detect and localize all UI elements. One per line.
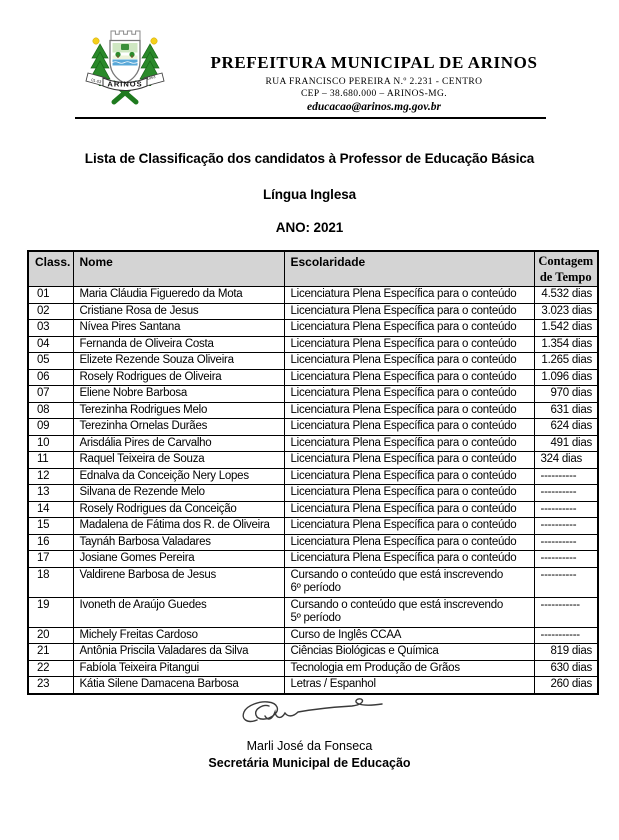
cell-escolaridade: Licenciatura Plena Específica para o conteúdo: [284, 336, 534, 353]
cell-class: 06: [28, 369, 73, 386]
letterhead-divider: [75, 117, 546, 119]
cell-contagem: 4.532 dias: [534, 287, 598, 304]
cell-escolaridade: Licenciatura Plena Específica para o conteúdo: [284, 551, 534, 568]
cell-contagem: ----------: [534, 468, 598, 485]
cell-nome: Rosely Rodrigues da Conceição: [73, 501, 284, 518]
cell-contagem: 624 dias: [534, 419, 598, 436]
cell-escolaridade: Licenciatura Plena Específica para o conteúdo: [284, 303, 534, 320]
cell-contagem: 1.542 dias: [534, 320, 598, 337]
cell-nome: Elizete Rezende Souza Oliveira: [73, 353, 284, 370]
table-row: [28, 336, 598, 353]
cell-nome: Arisdália Pires de Carvalho: [73, 435, 284, 452]
table-row: [28, 677, 598, 694]
table-row: [28, 287, 598, 304]
table-header-row: [28, 251, 598, 287]
cell-nome: Madalena de Fátima dos R. de Oliveira: [73, 518, 284, 535]
table-row: [28, 534, 598, 551]
cell-contagem: 970 dias: [534, 386, 598, 403]
cell-class: 07: [28, 386, 73, 403]
table-row: [28, 452, 598, 469]
cell-nome: Josiane Gomes Pereira: [73, 551, 284, 568]
cell-escolaridade: Licenciatura Plena Específica para o conteúdo: [284, 435, 534, 452]
table-row: [28, 386, 598, 403]
document-title: Lista de Classificação dos candidatos à Professor de Educação Básica: [84, 151, 535, 166]
table-row: [28, 369, 598, 386]
cell-class: 21: [28, 644, 73, 661]
cell-escolaridade: Letras / Espanhol: [284, 677, 534, 694]
cell-contagem: 3.023 dias: [534, 303, 598, 320]
table-row: [28, 518, 598, 535]
cell-contagem: 491 dias: [534, 435, 598, 452]
cell-nome: Cristiane Rosa de Jesus: [73, 303, 284, 320]
col-header-class: Class.: [28, 251, 73, 287]
cell-class: 14: [28, 501, 73, 518]
cell-escolaridade: Licenciatura Plena Específica para o conteúdo: [284, 534, 534, 551]
cell-nome: Ednalva da Conceição Nery Lopes: [73, 468, 284, 485]
address-line1: RUA FRANCISCO PEREIRA N.º 2.231 - CENTRO: [265, 77, 483, 87]
table-row: [28, 644, 598, 661]
svg-text:01-03: 01-03: [90, 77, 102, 85]
address-line2: CEP – 38.680.000 – ARINOS-MG.: [300, 89, 448, 99]
cell-nome: Taynáh Barbosa Valadares: [73, 534, 284, 551]
cell-nome: Kátia Silene Damacena Barbosa: [73, 677, 284, 694]
cell-escolaridade: Licenciatura Plena Específica para o conteúdo: [284, 468, 534, 485]
cell-escolaridade: Licenciatura Plena Específica para o conteúdo: [284, 402, 534, 419]
cell-class: 19: [28, 597, 73, 627]
table-row: [28, 551, 598, 568]
table-row: [28, 597, 598, 627]
table-row: [28, 435, 598, 452]
table-row: [28, 353, 598, 370]
cell-class: 17: [28, 551, 73, 568]
cell-class: 05: [28, 353, 73, 370]
cell-class: 09: [28, 419, 73, 436]
email-address: educacao@arinos.mg.gov.br: [306, 101, 442, 113]
cell-contagem: 819 dias: [534, 644, 598, 661]
cell-class: 16: [28, 534, 73, 551]
cell-contagem: ----------: [534, 551, 598, 568]
arinos-coat-of-arms-icon: [83, 26, 167, 112]
cell-contagem: 630 dias: [534, 660, 598, 677]
cell-class: 04: [28, 336, 73, 353]
cell-nome: Rosely Rodrigues de Oliveira: [73, 369, 284, 386]
cell-contagem: 324 dias: [534, 452, 598, 469]
cell-class: 10: [28, 435, 73, 452]
cell-nome: Antônia Priscila Valadares da Silva: [73, 644, 284, 661]
table-row: [28, 567, 598, 597]
cell-nome: Raquel Teixeira de Souza: [73, 452, 284, 469]
cell-contagem: ----------: [534, 534, 598, 551]
cell-nome: Fernanda de Oliveira Costa: [73, 336, 284, 353]
cell-contagem: 1.096 dias: [534, 369, 598, 386]
cell-nome: Michely Freitas Cardoso: [73, 627, 284, 644]
cell-contagem: ----------: [534, 501, 598, 518]
col-header-escolaridade: Escolaridade: [284, 251, 534, 287]
cell-class: 02: [28, 303, 73, 320]
cell-escolaridade: Licenciatura Plena Específica para o conteúdo: [284, 353, 534, 370]
table-row: [28, 468, 598, 485]
cell-escolaridade: Cursando o conteúdo que está inscrevendo 5º período: [284, 597, 534, 627]
cell-nome: Terezinha Ornelas Durães: [73, 419, 284, 436]
table-row: [28, 501, 598, 518]
cell-class: 15: [28, 518, 73, 535]
cell-nome: Fabíola Teixeira Pitangui: [73, 660, 284, 677]
cell-class: 20: [28, 627, 73, 644]
cell-contagem: 631 dias: [534, 402, 598, 419]
cell-class: 01: [28, 287, 73, 304]
cell-contagem: ----------: [534, 485, 598, 502]
subject-subtitle: Língua Inglesa: [262, 187, 357, 202]
cell-escolaridade: Licenciatura Plena Específica para o conteúdo: [284, 485, 534, 502]
svg-text:ARINOS: ARINOS: [107, 79, 143, 89]
cell-escolaridade: Licenciatura Plena Específica para o conteúdo: [284, 518, 534, 535]
mural-crown-icon: [111, 31, 140, 41]
cell-escolaridade: Licenciatura Plena Específica para o conteúdo: [284, 452, 534, 469]
cell-class: 12: [28, 468, 73, 485]
cell-escolaridade: Licenciatura Plena Específica para o conteúdo: [284, 287, 534, 304]
cell-class: 23: [28, 677, 73, 694]
col-header-contagem: Contagem de Tempo: [534, 251, 598, 287]
cell-nome: Terezinha Rodrigues Melo: [73, 402, 284, 419]
cell-class: 13: [28, 485, 73, 502]
cell-class: 11: [28, 452, 73, 469]
classification-table: [27, 250, 599, 695]
cell-nome: Eliene Nobre Barbosa: [73, 386, 284, 403]
cell-contagem: ----------: [534, 567, 598, 597]
cell-contagem: -----------: [534, 597, 598, 627]
letterhead: [176, 53, 572, 113]
cell-escolaridade: Licenciatura Plena Específica para o conteúdo: [284, 386, 534, 403]
signature-image: [235, 694, 385, 739]
year-subtitle: ANO: 2021: [275, 220, 344, 235]
table-row: [28, 320, 598, 337]
cell-escolaridade: Licenciatura Plena Específica para o conteúdo: [284, 419, 534, 436]
cell-escolaridade: Ciências Biológicas e Química: [284, 644, 534, 661]
cell-class: 08: [28, 402, 73, 419]
table-row: [28, 402, 598, 419]
cell-nome: Nívea Pires Santana: [73, 320, 284, 337]
cell-escolaridade: Licenciatura Plena Específica para o conteúdo: [284, 320, 534, 337]
cell-nome: Silvana de Rezende Melo: [73, 485, 284, 502]
svg-text:1963: 1963: [146, 73, 156, 81]
cell-escolaridade: Cursando o conteúdo que está inscrevendo 6º período: [284, 567, 534, 597]
cell-class: 18: [28, 567, 73, 597]
table-row: [28, 660, 598, 677]
cell-escolaridade: Licenciatura Plena Específica para o conteúdo: [284, 369, 534, 386]
cell-class: 03: [28, 320, 73, 337]
cell-contagem: -----------: [534, 627, 598, 644]
table-row: [28, 419, 598, 436]
cell-nome: Ivoneth de Araújo Guedes: [73, 597, 284, 627]
signer-name: Marli José da Fonseca: [246, 739, 373, 753]
cell-nome: Valdirene Barbosa de Jesus: [73, 567, 284, 597]
cell-contagem: 1.354 dias: [534, 336, 598, 353]
table-row: [28, 627, 598, 644]
cell-escolaridade: Licenciatura Plena Específica para o conteúdo: [284, 501, 534, 518]
col-header-nome: Nome: [73, 251, 284, 287]
table-row: [28, 485, 598, 502]
cell-contagem: 1.265 dias: [534, 353, 598, 370]
cell-escolaridade: Curso de Inglês CCAA: [284, 627, 534, 644]
cell-contagem: 260 dias: [534, 677, 598, 694]
org-name: PREFEITURA MUNICIPAL DE ARINOS: [210, 53, 538, 72]
cell-class: 22: [28, 660, 73, 677]
cell-escolaridade: Tecnologia em Produção de Grãos: [284, 660, 534, 677]
table-row: [28, 303, 598, 320]
cell-contagem: ----------: [534, 518, 598, 535]
signer-role: Secretária Municipal de Educação: [208, 756, 411, 770]
classification-table-body: [28, 287, 598, 694]
cell-nome: Maria Cláudia Figueredo da Mota: [73, 287, 284, 304]
